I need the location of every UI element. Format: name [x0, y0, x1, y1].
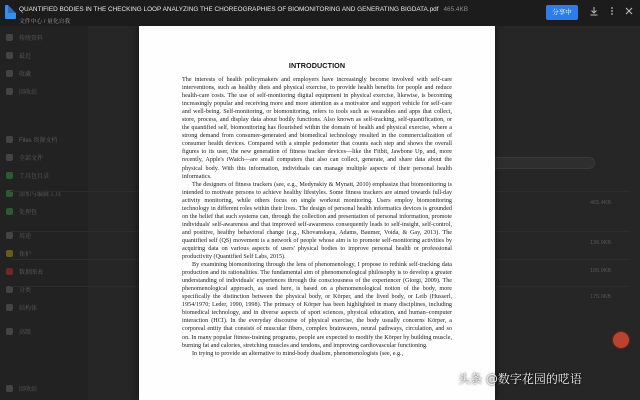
sidebar-item: 最近 [6, 50, 31, 60]
background-file-size: 106.9KB [590, 268, 612, 274]
folder-icon [6, 268, 13, 275]
sidebar-item: Files 资源文档 [6, 134, 57, 144]
sidebar-item: 工具包目录 [6, 170, 49, 180]
avatar[interactable] [612, 331, 630, 349]
paragraph: By examining biomonitoring through the lens of phenomenology, I propose to rethink self-tracking data production and its rationalities. The fundamental aim of phenomenological philosophy is to develop a greater understanding of individuals' experiences through the consciousness of the experiencer (Giorgi, 2009). The phenomenological approach, as used here, is based on a phenomenological notion of the body, more specifically the distinction between the physical body, or Körper, and the lived body, or Leib (Husserl, 1954/1970; Leder, 1990, 1998). The primacy of Körper has been highlighted in many disciplines, including biomedical technology, and in diverse aspects of sport sciences, physical education, and human–computer interaction (HCI). In the everyday discourse of physical exercise, the body usually concerns Körper, a corporeal entity that consists of muscular fibers, complex brainwaves, neural pathways, circulation, and so on. In many popular fitness-training programs, people are expected to modify the Körper by building muscle, burning fat and calories, stretching muscles and tendons, and improving cardiovascular functioning. [182, 262, 452, 349]
folder-icon [6, 304, 13, 311]
sidebar-item: 处理包 [6, 206, 37, 216]
paragraph: The interests of health policymakers and employers have increasingly become involved with self-care interventions, such as healthy diets and physical exercise, to provide health benefits for people and reduce health-care costs. The use of self-monitoring digital equipment in physical exercise, likewise, is becoming increasingly popular and receiving more and more attention as a motivator and support vehicle for self-care and well-being. Self-monitoring, or biomonitoring, refers to tools such as wearables and apps that collect, store, process, and display data about bodily functions. Also known as self-tracking, self-quantification, or the quantified self, biomonitoring has flourished within the domain of health and physical exercise, where a strong demand from consumer-generated and biomedical technology resulted in the commercialization of consumer health devices. Compared with a simple pedometer that counts each step and shows the overall figures to its user, the new generation of fitness tracker devices—like the Fitbit, Jawbone Up, and, more recently, Apple's iWatch—are small computers that also can collect, generate, and share data about the physical body. With this information, individuals can manage multiple aspects of their personal health informatics. [182, 77, 452, 180]
sidebar-item: 收藏 [6, 68, 31, 78]
file-title [19, 6, 468, 13]
watermark: 头条 @数字花园的呓语 [458, 371, 582, 386]
sidebar-item: 回收站 [6, 383, 37, 393]
folder-icon [6, 34, 13, 41]
more-icon[interactable] [607, 6, 617, 16]
folder-icon [6, 208, 13, 215]
sidebar-item: 添加与编辑工具 [6, 188, 61, 198]
share-button[interactable]: 分享中 [546, 5, 578, 20]
sidebar-item: 数据图表 [6, 266, 43, 276]
document-body [182, 76, 452, 358]
sidebar-item: 用途 [6, 230, 31, 240]
background-file-size: 136.9KB [590, 240, 612, 246]
folder-icon [6, 136, 13, 143]
sidebar-item: 传统资料 [6, 32, 43, 42]
sidebar-item: 全部文件 [6, 152, 43, 162]
folder-icon [6, 172, 13, 179]
file-size: 465.4KB [443, 6, 469, 13]
sidebar-item: 结构体 [6, 302, 37, 312]
close-icon[interactable] [624, 6, 634, 16]
sidebar-item: 回收站 [6, 86, 37, 96]
folder-icon [6, 232, 13, 239]
section-heading: INTRODUCTION [288, 61, 346, 70]
file-name: QUANTIFIED BODIES IN THE CHECKING LOOP ANALYZING THE CHOREOGRAPHIES OF BIOMONITORING AND GENERATING BIGDATA.pdf [19, 6, 439, 13]
pdf-page[interactable] [139, 26, 495, 400]
trash-icon [6, 385, 13, 392]
paragraph: The designers of fitness trackers (see, e.g., Medynskiy & Mynatt, 2010) emphasize that biomonitoring is intended to motivate persons to achieve healthy lifestyles. Some fitness trackers are aimed towards full-day activity monitoring, while others focus on single workout monitoring. Users employ biomonitoring technology in different roles within their lives. The design of personal health informatics devices is grounded on the belief that such systems can, through the collection and presentation of personal information, promote individuals' self-awareness and that improved self-awareness consequently leads to self-insight, self-control, and positive, healthy behavioral change (e.g., Khovanskaya, Adams, Baumer, Voida, & Gay, 2013). The quantified self (QS) movement is a network of people whose aim is to promote self-monitoring activities by acquiring data on various aspects of users' physical bodies to improve personal health or professional productivity (Quantified Self Labs, 2015). [182, 181, 452, 261]
folder-icon [6, 328, 13, 335]
sidebar-item: 高级 [6, 326, 31, 336]
paragraph: In trying to provide an alternative to mind-body dualism, phenomenologists (see, e.g., [192, 350, 404, 357]
folder-icon [6, 154, 13, 161]
trash-icon [6, 88, 13, 95]
breadcrumb[interactable]: 文件中心 / 量化自我 [19, 19, 71, 25]
file-pdf-icon [5, 5, 16, 19]
background-file-size: 465.4KB [590, 200, 612, 206]
clock-icon [6, 52, 13, 59]
download-icon[interactable] [589, 6, 599, 16]
background-sidebar [0, 26, 88, 400]
sidebar-item: 分类 [6, 284, 31, 294]
sidebar-item: 保护 [6, 248, 31, 258]
folder-icon [6, 250, 13, 257]
star-icon [6, 70, 13, 77]
top-bar [0, 0, 640, 26]
background-file-size: 175.0KB [590, 294, 612, 300]
